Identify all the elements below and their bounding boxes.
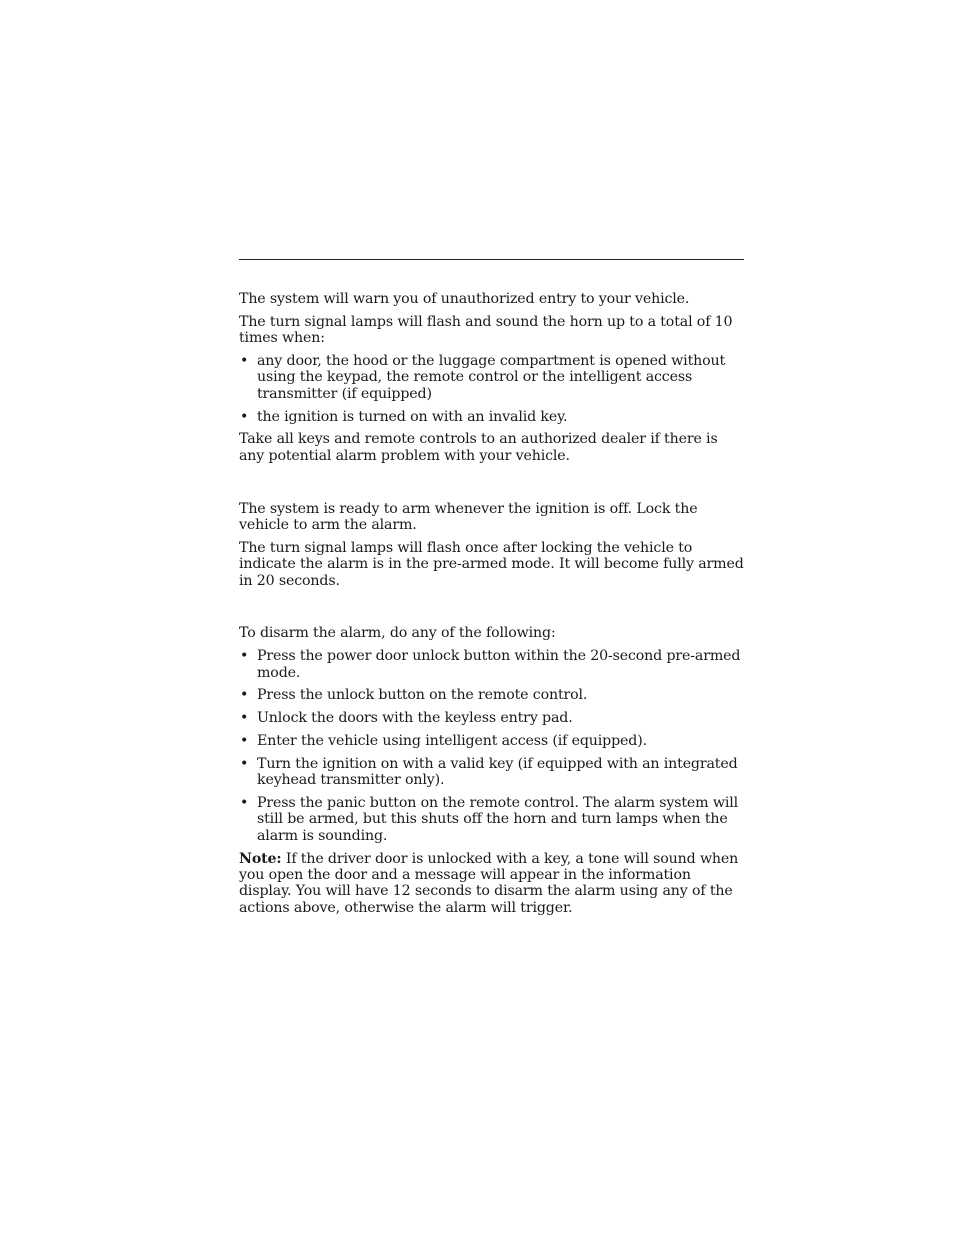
section-alarm-warning [239, 291, 747, 464]
bullet-icon: • [240, 648, 249, 665]
list-item-text: Press the panic button on the remote control. The alarm system will still be armed, but this shuts off the horn and turn lamps when the alarm is sounding. [257, 795, 738, 844]
section-disarming [239, 625, 747, 916]
bullet-icon: • [240, 687, 249, 704]
section-spacer [239, 595, 747, 625]
bullet-icon: • [240, 408, 249, 425]
list-item-text: Press the unlock button on the remote control. [257, 687, 588, 704]
trigger-conditions-list [239, 353, 747, 425]
paragraph-ready-to-arm: The system is ready to arm whenever the ignition is off. Lock the vehicle to arm the alarm. [239, 500, 698, 534]
section-arming [239, 501, 747, 589]
header-rule [239, 259, 744, 260]
page-content [239, 291, 747, 923]
paragraph-turn-signal-warning: The turn signal lamps will flash and sound the horn up to a total of 10 times when: [239, 313, 733, 347]
list-item-text: the ignition is turned on with an invalid key. [257, 408, 568, 425]
bullet-icon: • [240, 795, 249, 812]
list-item-text: any door, the hood or the luggage compartment is opened without using the keypad, the remote control or the intelligent access transmitter (if equipped) [257, 353, 726, 402]
list-item [239, 733, 747, 749]
paragraph-disarm-intro: To disarm the alarm, do any of the following: [239, 625, 556, 642]
section-spacer [239, 471, 747, 501]
list-item [239, 687, 747, 703]
list-item [239, 353, 747, 402]
list-item-text: Turn the ignition on with a valid key (if equipped with an integrated keyhead transmitter only). [257, 755, 738, 789]
bullet-icon: • [240, 733, 249, 750]
list-item [239, 795, 747, 844]
note-paragraph [239, 851, 747, 917]
paragraph-unauthorized-entry: The system will warn you of unauthorized entry to your vehicle. [239, 291, 690, 307]
list-item-text: Enter the vehicle using intelligent access (if equipped). [257, 733, 647, 750]
note-label: Note: [239, 850, 282, 867]
list-item [239, 756, 747, 789]
disarm-methods-list [239, 648, 747, 844]
list-item [239, 648, 747, 681]
note-text: If the driver door is unlocked with a key, a tone will sound when you open the door and a message will appear in the information display. You will have 12 seconds to disarm the alarm using any of the actions above, otherwise the alarm will trigger. [239, 850, 739, 916]
list-item [239, 710, 747, 726]
bullet-icon: • [240, 353, 249, 369]
bullet-icon: • [240, 755, 249, 772]
list-item-text: Press the power door unlock button within the 20-second pre-armed mode. [257, 648, 741, 681]
list-item-text: Unlock the doors with the keyless entry pad. [257, 710, 573, 727]
bullet-icon: • [240, 710, 249, 727]
paragraph-dealer-advice: Take all keys and remote controls to an authorized dealer if there is any potential alarm problem with your vehicle. [239, 431, 718, 464]
paragraph-pre-armed-mode: The turn signal lamps will flash once after locking the vehicle to indicate the alarm is in the pre-armed mode. It will become fully armed in 20 seconds. [239, 539, 744, 589]
list-item [239, 409, 747, 425]
